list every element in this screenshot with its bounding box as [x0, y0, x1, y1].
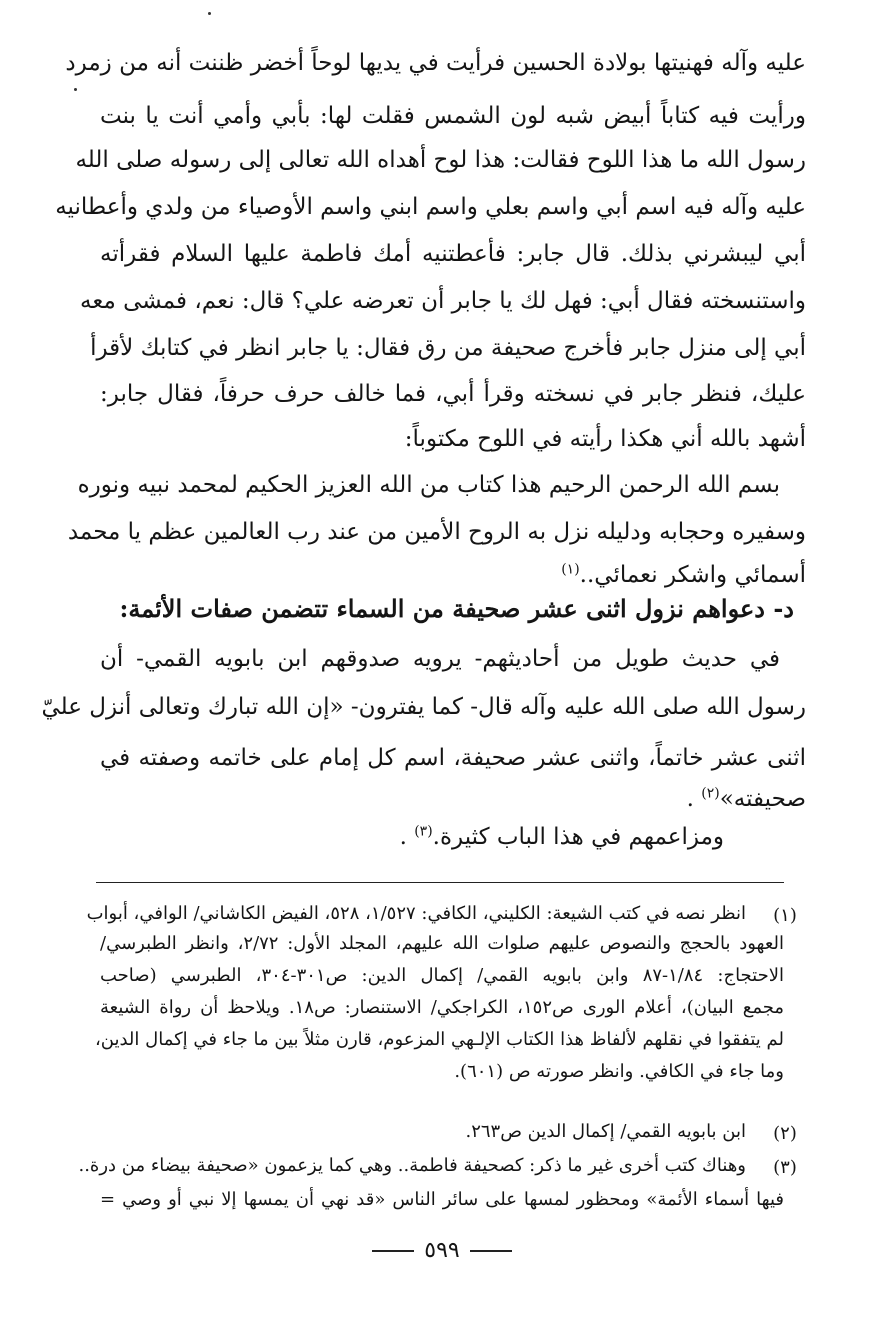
speck: [74, 88, 77, 91]
footnote-line: وما جاء في الكافي. وانظر صورته ص (٦٠١).: [454, 1061, 784, 1082]
text-line: ومزاعمهم في هذا الباب كثيرة.$^{(٣)}$ .: [399, 823, 724, 850]
text-line: عليه وآله فيه اسم أبي واسم بعلي واسم ابني واسم الأوصياء من ولدي وأعطانيه: [55, 194, 806, 220]
text-line: بسم الله الرحمن الرحيم هذا كتاب من الله العزيز الحكيم لمحمد نبيه ونوره: [77, 472, 780, 498]
text-line: أشهد بالله أني هكذا رأيته في اللوح مكتوباً:: [404, 426, 806, 452]
footnote-line: انظر نصه في كتب الشيعة: الكليني، الكافي: ١/٥٢٧، ٥٢٨، الفيض الكاشاني/ الوافي، أبواب: [86, 903, 746, 924]
footnote-ref: (٢): [701, 785, 720, 802]
footnote-number: (١): [773, 905, 797, 926]
footnote-number: (٣): [773, 1157, 797, 1178]
text-line: اثنى عشر خاتماً، واثنى عشر صحيفة، اسم كل إمام على خاتمه وصفته في: [100, 745, 806, 771]
footnote-number: (٢): [773, 1123, 797, 1144]
text-span: صحيفته»: [719, 786, 806, 812]
footnote-line: وهناك كتب أخرى غير ما ذكر: كصحيفة فاطمة.. وهي كما يزعمون «صحيفة بيضاء من درة..: [78, 1155, 746, 1176]
text-span: أسمائي واشكر نعمائي..: [579, 562, 806, 588]
page-number-text: ٥٩٩: [424, 1238, 460, 1263]
footnote-line: ابن بابويه القمي/ إكمال الدين ص٢٦٣.: [465, 1121, 746, 1142]
text-line: عليه وآله فهنيتها بولادة الحسين فرأيت في يديها لوحاً أخضر ظننت أنه من زمرد: [65, 50, 806, 76]
text-line: واستنسخته فقال أبي: فهل لك يا جابر أن تعرضه علي؟ قال: نعم، فمشى معه: [80, 288, 806, 314]
text-line: وسفيره وحجابه ودليله نزل به الروح الأمين من عند رب العالمين عظم يا محمد: [67, 519, 806, 545]
dash-right: [372, 1250, 414, 1252]
footnote-line: فيها أسماء الأئمة» ومحظور لمسها على سائر الناس «قد نهي أن يمسها إلا نبي أو وصي =: [100, 1189, 784, 1210]
text-line: أبي ليبشرني بذلك. قال جابر: فأعطتنيه أمك فاطمة عليها السلام فقرأته: [100, 241, 806, 267]
text-line: عليك، فنظر جابر في نسخته وقرأ أبي، فما خالف حرف حرفاً، فقال جابر:: [100, 381, 806, 407]
text-line: ورأيت فيه كتاباً أبيض شبه لون الشمس فقلت لها: بأبي وأمي أنت يا بنت: [100, 103, 806, 129]
footnote-line: مجمع البيان)، أعلام الورى ص١٥٢، الكراجكي/ الاستنصار: ص١٨. ويلاحظ أن رواة الشيعة: [100, 997, 784, 1018]
dash-left: [470, 1250, 512, 1252]
footnote-separator: [96, 882, 784, 883]
text-line: [100, 558, 806, 592]
footnote-line: الاحتجاج: ١/٨٤-٨٧ وابن بابويه القمي/ إكمال الدين: ص٣٠١-٣٠٤، الطبرسي (صاحب: [100, 965, 785, 986]
text-line: رسول الله صلى الله عليه وآله قال- كما يفترون- «إن الله تبارك وتعالى أنزل عليّ: [41, 694, 806, 720]
page-number: [0, 1236, 884, 1266]
text-span: ومزاعمهم في هذا الباب كثيرة.: [432, 824, 724, 850]
text-line: صحيفته»$^{(٢)}$ .: [686, 785, 806, 812]
section-heading: د- دعواهم نزول اثنى عشر صحيفة من السماء تتضمن صفات الأئمة:: [119, 594, 794, 623]
footnote-ref: (٣): [414, 823, 433, 840]
footnote-ref: (١): [561, 561, 580, 578]
text-line: في حديث طويل من أحاديثهم- يرويه صدوقهم ابن بابويه القمي- أن: [100, 646, 780, 672]
text-line: رسول الله ما هذا اللوح فقالت: هذا لوح أهداه الله تعالى إلى رسوله صلى الله: [75, 147, 806, 173]
footnote-line: لم يتفقوا في نقلهم لألفاظ هذا الكتاب الإلـهي المزعوم، قارن مثلاً بين ما جاء في إكمال الدين،: [94, 1029, 784, 1050]
speck: [208, 12, 211, 15]
footnote-line: العهود بالحجج والنصوص عليهم صلوات الله عليهم، المجلد الأول: ٢/٧٢، وانظر الطبرسي/: [100, 933, 784, 954]
text-line: أبي إلى منزل جابر فأخرج صحيفة من رق فقال: يا جابر انظر في كتابك لأقرأ: [90, 335, 806, 361]
